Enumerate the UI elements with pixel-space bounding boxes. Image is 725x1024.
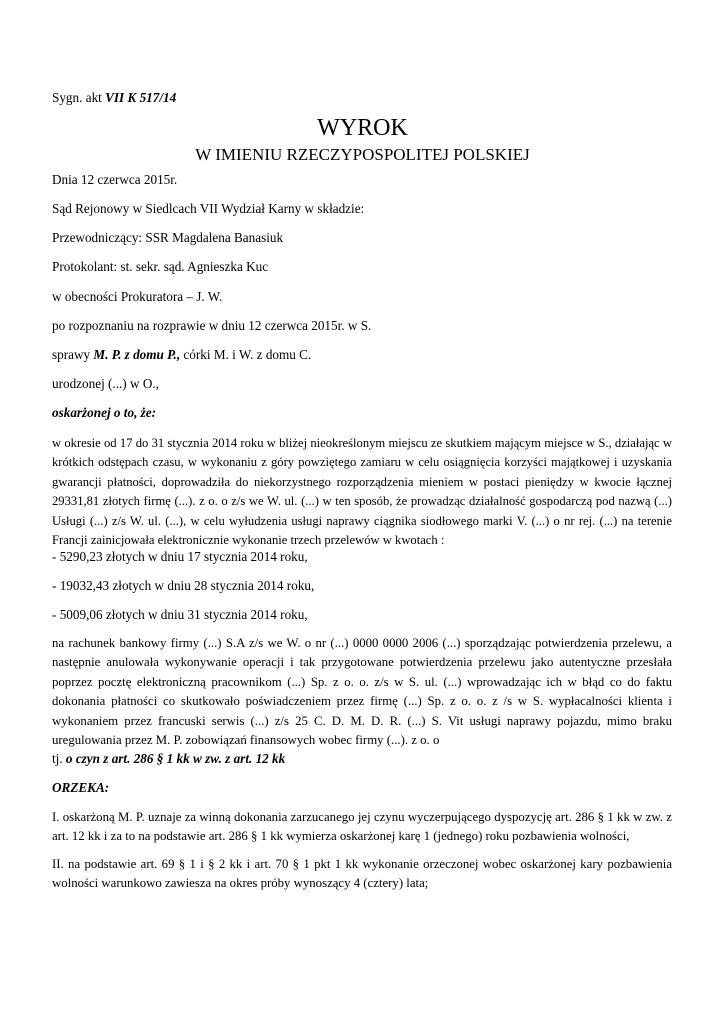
case-signature-number: VII K 517/14 [105, 90, 177, 105]
case-signature-prefix: Sygn. akt [52, 90, 102, 105]
crime-qualification [52, 749, 672, 769]
transfer-item: - 5009,06 złotych w dniu 31 stycznia 2014 roku, [52, 607, 308, 622]
crime-prefix: tj. [52, 751, 63, 766]
document-title: WYROK [317, 115, 408, 141]
case-prefix: sprawy [52, 347, 91, 362]
crime-text: o czyn z art. 286 § 1 kk w zw. z art. 12 kk [65, 751, 286, 766]
defendant-name: M. P. z domu P., [93, 347, 181, 362]
verdict-heading: ORZEKA: [52, 780, 110, 795]
court-line: Sąd Rejonowy w Siedlcach VII Wydział Karny w składzie: [52, 201, 365, 216]
hearing-line: po rozpoznaniu na rozprawie w dniu 12 czerwca 2015r. w S. [52, 318, 372, 333]
charge-paragraph: w okresie od 17 do 31 stycznia 2014 roku w bliżej nieokreślonym miejscu ze skutkiem mającym miejsce w S., działając w krótkich odstępach czasu, w wykonaniu z góry powziętego zamiaru w celu osiągnięcia korzyści majątkowej i uzyskania gwarancji płatności, doprowadziła do niekorzystnego rozporządzenia mieniem w postaci pieniędzy w kwocie łącznej 29331,81 złotych firmę (...). z o. o z/s we W. ul. (...) w ten sposób, że prowadząc działalność gospodarczą pod nazwą (...) Usługi (...) z/s W. ul. (...), w celu wyłudzenia usługi naprawy ciągnika siodłowego marki V. (...) o nr rej. (...) na terenie Francji zainicjowała elektronicznie wykonanie trzech przelewów w kwotach : [52, 436, 672, 548]
case-line [52, 345, 672, 365]
case-suffix: córki M. i W. z domu C. [183, 347, 312, 362]
document-subtitle: W IMIENIU RZECZYPOSPOLITEJ POLSKIEJ [195, 145, 530, 164]
accused-heading: oskarżonej o to, że: [52, 405, 157, 420]
verdict-point: I. oskarżoną M. P. uznaje za winną dokonania zarzucanego jej czynu wyczerpującego dyspozycję art. 286 § 1 kk w zw. z art. 12 kk i za to na podstawie art. 286 § 1 kk wymierza oskarżonej karę 1 (jednego) roku pozbawienia wolności, [52, 810, 672, 844]
transfer-item: - 19032,43 złotych w dniu 28 stycznia 2014 roku, [52, 578, 315, 593]
birth-line: urodzonej (...) w O., [52, 376, 159, 391]
prosecutor-line: w obecności Prokuratora – J. W. [52, 289, 223, 304]
transfer-item: - 5290,23 złotych w dniu 17 stycznia 2014 roku, [52, 549, 308, 564]
chair-line: Przewodniczący: SSR Magdalena Banasiuk [52, 230, 284, 245]
bank-paragraph: na rachunek bankowy firmy (...) S.A z/s we W. o nr (...) 0000 0000 2006 (...) sporządzając potwierdzenia przelewu, a następnie anulowała wykonywanie operacji i tak przygotowane potwierdzenia przelewu jako autentyczne przesłała poprzez pocztę elektroniczną pracownikom (...) Sp. z o. o. z/s w S. ul. (...) wprowadzając ich w błąd co do faktu dokonania płatności co skutkowało poświadczeniem przez firmę (...) Sp. z o. o. z /s w S. wypłacalności klienta i wykonaniem przez francuski serwis (...) z/s 25 C. D. M. D. R. (...) S. Vit usługi naprawy pojazdu, mimo braku uregulowania przez M. P. zobowiązań finansowych wobec firmy (...). z o. o [52, 636, 672, 748]
verdict-point: II. na podstawie art. 69 § 1 i § 2 kk i art. 70 § 1 pkt 1 kk wykonanie orzeczonej wobec oskarżonej kary pozbawienia wolności warunkowo zawiesza na okres próby wynoszący 4 (cztery) lata; [52, 857, 672, 891]
date-line: Dnia 12 czerwca 2015r. [52, 172, 178, 187]
clerk-line: Protokolant: st. sekr. sąd. Agnieszka Kuc [52, 259, 269, 274]
case-signature [52, 88, 672, 108]
